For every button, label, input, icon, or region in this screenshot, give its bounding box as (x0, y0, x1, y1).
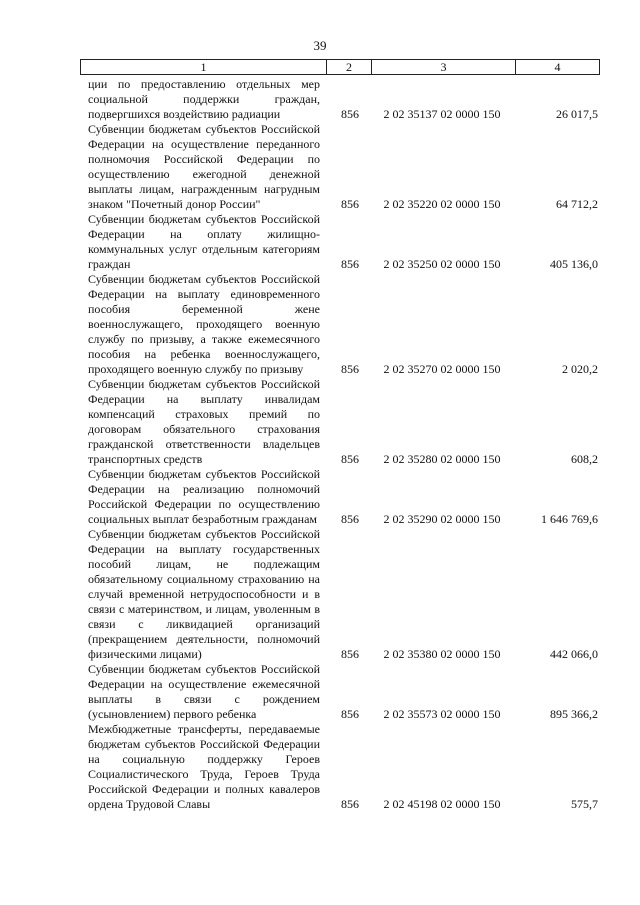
row-description: Субвенции бюджетам субъектов Российской Федерации на выплату единовременного пособия беременной жене военнослужащего, проходящего военную службу по призыву, а также ежемесячного пособия на ребенка военнослужащего, проходящего военную службу по призыву (88, 272, 320, 376)
table-body (88, 77, 598, 812)
table-row (88, 77, 598, 122)
row-budget-code: 2 02 35380 02 0000 150 (383, 647, 501, 661)
table-row (88, 272, 598, 377)
row-amount: 442 066,0 (550, 647, 598, 661)
row-budget-code: 2 02 35290 02 0000 150 (383, 512, 501, 526)
table-row (88, 722, 598, 812)
table-row (88, 467, 598, 527)
header-col-3: 3 (371, 60, 515, 74)
row-amount: 26 017,5 (556, 107, 598, 121)
row-budget-code: 2 02 35137 02 0000 150 (383, 107, 501, 121)
row-budget-code: 2 02 45198 02 0000 150 (383, 797, 501, 811)
row-admin-code: 856 (341, 197, 359, 211)
table-row (88, 122, 598, 212)
row-description: Субвенции бюджетам субъектов Российской Федерации на осуществление ежемесячной выплаты в связи с рождением (усыновлением) первого ребенка (88, 662, 320, 721)
row-description: Межбюджетные трансферты, передаваемые бюджетам субъектов Российской Федерации на социальную поддержку Героев Социалистического Труда, Героев Труда Российской Федерации и полных кавалеров ордена Трудовой Славы (88, 722, 320, 811)
row-admin-code: 856 (341, 512, 359, 526)
table-row (88, 527, 598, 662)
row-amount: 608,2 (571, 452, 598, 466)
header-col-2: 2 (326, 60, 371, 74)
row-budget-code: 2 02 35250 02 0000 150 (383, 257, 501, 271)
row-description: Субвенции бюджетам субъектов Российской Федерации на оплату жилищно-коммунальных услуг отдельным категориям граждан (88, 212, 320, 271)
row-amount: 64 712,2 (556, 197, 598, 211)
row-amount: 2 020,2 (562, 362, 598, 376)
table-row (88, 212, 598, 272)
header-col-4: 4 (515, 60, 599, 74)
row-description: Субвенции бюджетам субъектов Российской Федерации на выплату инвалидам компенсаций страховых премий по договорам обязательного страхования гражданской ответственности владельцев транспортных средств (88, 377, 320, 466)
row-admin-code: 856 (341, 797, 359, 811)
row-admin-code: 856 (341, 452, 359, 466)
row-budget-code: 2 02 35220 02 0000 150 (383, 197, 501, 211)
page-number: 39 (313, 38, 327, 53)
row-admin-code: 856 (341, 647, 359, 661)
row-amount: 1 646 769,6 (541, 512, 598, 526)
row-admin-code: 856 (341, 257, 359, 271)
header-col-1: 1 (200, 60, 207, 74)
row-admin-code: 856 (341, 362, 359, 376)
row-description: Субвенции бюджетам субъектов Российской Федерации на реализацию полномочий Российской Федерации по осуществлению социальных выплат безработным гражданам (88, 467, 320, 526)
row-description: ции по предоставлению отдельных мер социальной поддержки граждан, подвергшихся воздействию радиации (88, 77, 320, 121)
table-row (88, 662, 598, 722)
row-budget-code: 2 02 35270 02 0000 150 (383, 362, 501, 376)
row-amount: 895 366,2 (550, 707, 598, 721)
row-description: Субвенции бюджетам субъектов Российской Федерации на выплату государственных пособий лицам, не подлежащим обязательному социальному страхованию на случай временной нетрудоспособности и в связи с материнством, и лицам, уволенным в связи с ликвидацией организаций (прекращением деятельности, полномочий физическими лицами) (88, 527, 320, 661)
row-amount: 575,7 (571, 797, 598, 811)
table-row (88, 377, 598, 467)
row-budget-code: 2 02 35573 02 0000 150 (383, 707, 501, 721)
row-admin-code: 856 (341, 707, 359, 721)
row-budget-code: 2 02 35280 02 0000 150 (383, 452, 501, 466)
row-amount: 405 136,0 (550, 257, 598, 271)
table-header (80, 59, 600, 75)
row-description: Субвенции бюджетам субъектов Российской Федерации на осуществление переданного полномочия Российской Федерации по осуществлению ежегодной денежной выплаты лицам, награжденным нагрудным знаком "Почетный донор России" (88, 122, 320, 211)
row-admin-code: 856 (341, 107, 359, 121)
